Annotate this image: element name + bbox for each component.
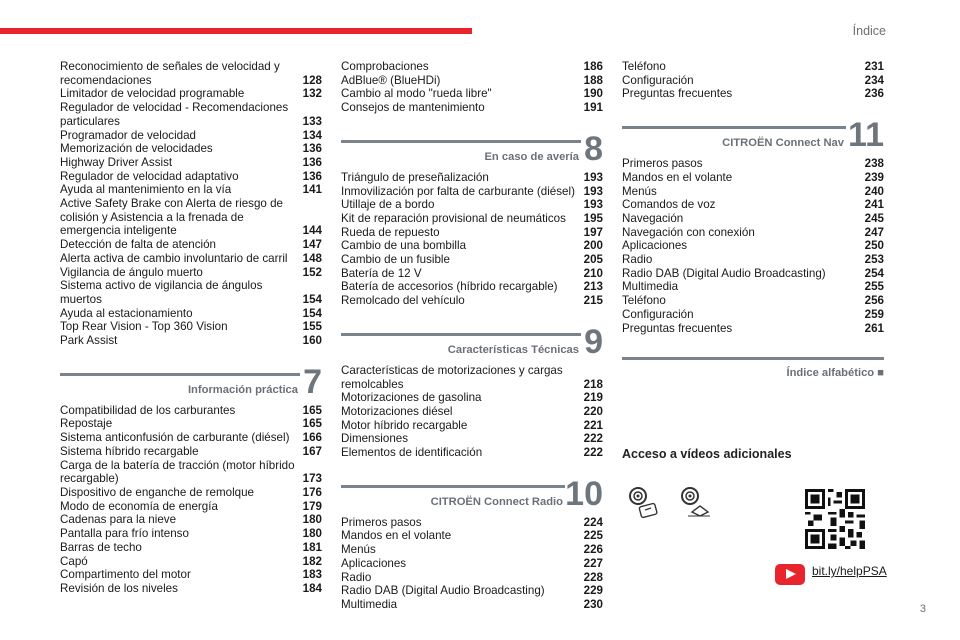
toc-entry-title: AdBlue® (BlueHDi) [341,73,441,87]
toc-entry-page: 148 [302,251,322,265]
toc-entry-page: 154 [302,292,322,306]
toc-entry-page: 167 [302,444,322,458]
toc-entry[interactable] [341,419,603,433]
toc-entry[interactable] [60,320,322,334]
toc-entry[interactable] [622,198,884,212]
toc-entry-page: 255 [864,280,884,294]
toc-entry[interactable] [341,226,603,240]
toc-entry-page: 183 [302,568,322,582]
toc-entry-title: Repostaje [60,417,113,431]
toc-entry[interactable] [60,555,322,569]
toc-entry-title: Características de motorizaciones y cargas remolcables [341,363,563,391]
toc-entry-title: Primeros pasos [622,157,703,171]
toc-entry-page: 132 [302,87,322,101]
toc-entry-title: Mandos en el volante [341,529,452,543]
toc-entry[interactable] [60,129,322,143]
toc-entry-title: Teléfono [622,60,666,73]
toc-entry-page: 253 [864,253,884,267]
toc-entry-title: Memorización de velocidades [60,142,213,156]
toc-entry-page: 190 [583,87,603,101]
toc-entry[interactable] [60,527,322,541]
toc-entry-title: Preguntas frecuentes [622,87,733,101]
toc-entry[interactable] [341,74,603,88]
toc-entry-title: Ayuda al mantenimiento en la vía [60,183,232,197]
toc-entry-title: Cambio de una bombilla [341,239,467,253]
toc-entry-title: Menús [622,184,657,198]
toc-entry[interactable] [341,391,603,405]
toc-entry[interactable] [622,308,884,322]
toc-entry-title: Consejos de mantenimiento [341,101,485,115]
toc-entry-title: Regulador de velocidad - Recomendaciones particulares [60,101,289,128]
toc-entry-title: Carga de la batería de tracción (motor híbrido recargable) [60,458,295,486]
toc-entry-page: 226 [583,543,603,557]
toc-entry-title: Configuración [622,307,694,321]
toc-entry[interactable] [60,568,322,582]
toc-entry-title: Cambio al modo "rueda libre" [341,87,492,101]
toc-entry-page: 188 [583,73,603,87]
toc-entry-page: 229 [583,584,603,598]
toc-entry-title: Cadenas para la nieve [60,513,177,527]
toc-entry-page: 230 [583,597,603,611]
toc-entry-title: Aplicaciones [341,556,407,570]
toc-list [622,157,884,335]
toc-entry[interactable] [622,74,884,88]
toc-entry-page: 221 [583,418,603,432]
toc-entry-title: Multimedia [341,597,398,611]
toc-entry-title: Modo de economía de energía [60,499,218,513]
toc-entry-title: Top Rear Vision - Top 360 Vision [60,320,228,334]
toc-entry[interactable] [60,582,322,596]
toc-entry-page: 186 [583,60,603,73]
toc-entry[interactable] [341,432,603,446]
toc-entry-page: 218 [583,377,603,391]
toc-entry[interactable] [60,60,322,87]
toc-entry[interactable] [60,101,322,128]
toc-entry-page: 234 [864,73,884,87]
toc-entry-title: Batería de accesorios (híbrido recargable) [341,280,558,294]
toc-list [60,404,322,596]
toc-entry[interactable] [341,405,603,419]
toc-entry[interactable] [622,239,884,253]
toc-entry-page: 228 [583,570,603,584]
toc-entry-title: Radio [622,253,653,267]
toc-entry-title: Cambio de un fusible [341,253,450,267]
toc-entry-page: 238 [864,157,884,171]
toc-entry[interactable] [341,239,603,253]
toc-entry-title: Navegación [622,211,684,225]
toc-entry[interactable] [341,171,603,185]
toc-entry[interactable] [341,364,603,391]
toc-entry-page: 193 [583,184,603,198]
toc-entry-page: 136 [302,169,322,183]
toc-entry-page: 182 [302,554,322,568]
toc-list [341,171,603,308]
toc-entry-page: 181 [302,540,322,554]
toc-entry[interactable] [60,142,322,156]
section-title: CITROËN Connect Radio [430,495,563,508]
section-title: En caso de avería [484,150,579,163]
toc-column-1 [60,60,322,596]
toc-entry-page: 256 [864,294,884,308]
red-header-bar [0,28,472,34]
toc-entry-page: 231 [864,60,884,73]
toc-entry[interactable] [622,267,884,281]
section-number: 9 [584,322,603,361]
toc-entry-page: 136 [302,155,322,169]
toc-entry-page: 224 [583,515,603,529]
toc-entry-title: Teléfono [622,294,666,308]
toc-entry-title: Remolcado del vehículo [341,294,465,308]
toc-entry[interactable] [622,294,884,308]
page-number: 3 [919,603,926,615]
toc-entry-page: 147 [302,238,322,252]
toc-entry[interactable] [341,87,603,101]
toc-entry-title: Menús [341,543,376,557]
toc-entry-title: Revisión de los niveles [60,581,178,595]
toc-entry-page: 152 [302,265,322,279]
toc-entry-title: Radio DAB (Digital Audio Broadcasting) [341,584,545,598]
toc-entry-page: 213 [583,280,603,294]
toc-entry-page: 165 [302,403,322,417]
help-link[interactable]: bit.ly/helpPSA [812,564,887,578]
toc-entry-page: 205 [583,253,603,267]
toc-entry-title: Elementos de identificación [341,446,483,460]
toc-entry[interactable] [60,266,322,280]
toc-entry[interactable] [341,584,603,598]
toc-entry[interactable] [341,280,603,294]
toc-entry-page: 254 [864,266,884,280]
toc-list [341,60,603,115]
toc-entry-page: 128 [302,73,322,87]
section-header-9 [341,322,603,364]
toc-entry-page: 136 [302,142,322,156]
toc-entry[interactable] [622,226,884,240]
toc-list [60,60,322,348]
section-rule [622,126,846,129]
toc-entry-page: 160 [302,334,322,348]
toc-entry[interactable] [60,417,322,431]
toc-entry[interactable] [60,170,322,184]
toc-entry[interactable] [622,280,884,294]
toc-entry-title: Triángulo de preseñalización [341,170,489,184]
toc-entry[interactable] [60,252,322,266]
toc-entry-title: Pantalla para frío intenso [60,527,189,541]
toc-entry[interactable] [622,157,884,171]
toc-entry[interactable] [60,334,322,348]
toc-entry-title: Navegación con conexión [622,225,755,239]
toc-entry-page: 179 [302,499,322,513]
toc-entry-page: 236 [864,87,884,101]
toc-entry-page: 219 [583,391,603,405]
toc-entry-page: 173 [302,472,322,486]
toc-entry-page: 222 [583,432,603,446]
toc-entry-title: Vigilancia de ángulo muerto [60,265,203,279]
toc-entry-title: Ayuda al estacionamiento [60,306,193,320]
toc-entry-title: Utillaje de a bordo [341,198,435,212]
section-rule [622,357,884,360]
toc-entry-page: 227 [583,556,603,570]
toc-entry-title: Primeros pasos [341,515,422,529]
section-number: 8 [584,129,603,168]
section-rule [341,333,581,336]
toc-entry-page: 250 [864,239,884,253]
toc-entry-title: Motorizaciones de gasolina [341,391,482,405]
wheel-cone-icon [678,486,714,520]
toc-entry-page: 195 [583,211,603,225]
toc-entry[interactable] [341,529,603,543]
toc-entry-title: Reconocimiento de señales de velocidad y recomendaciones [60,60,280,87]
toc-entry[interactable] [341,101,603,115]
toc-entry-page: 133 [302,114,322,128]
toc-entry-page: 239 [864,170,884,184]
toc-entry[interactable] [622,60,884,74]
toc-entry-title: Comprobaciones [341,60,429,73]
toc-entry[interactable] [341,267,603,281]
toc-entry-page: 247 [864,225,884,239]
toc-entry-title: Radio DAB (Digital Audio Broadcasting) [622,266,826,280]
toc-entry-page: 215 [583,294,603,308]
toc-entry-title: Sistema anticonfusión de carburante (diésel) [60,431,290,445]
toc-entry[interactable] [341,557,603,571]
toc-entry-title: Programador de velocidad [60,128,196,142]
toc-entry[interactable] [341,212,603,226]
section-number: 10 [565,474,603,513]
toc-entry[interactable] [341,598,603,612]
toc-entry[interactable] [341,185,603,199]
toc-entry[interactable] [60,197,322,238]
toc-entry-page: 191 [583,101,603,115]
toc-entry-title: Dimensiones [341,432,409,446]
toc-entry[interactable] [60,183,322,197]
toc-entry-page: 259 [864,307,884,321]
toc-entry-title: Batería de 12 V [341,266,422,280]
section-header-11 [622,115,884,157]
toc-entry[interactable] [341,60,603,74]
toc-entry-title: Dispositivo de enganche de remolque [60,485,254,499]
toc-entry-page: 197 [583,225,603,239]
toc-entry[interactable] [60,404,322,418]
toc-entry-title: Alerta activa de cambio involuntario de carril [60,251,288,265]
toc-entry-title: Kit de reparación provisional de neumáticos [341,211,566,225]
toc-entry[interactable] [60,307,322,321]
toc-entry-page: 154 [302,306,322,320]
section-rule [60,373,300,376]
alphabetical-index-header[interactable] [622,357,884,383]
toc-entry-title: Park Assist [60,334,118,348]
toc-entry[interactable] [60,445,322,459]
qr-code-icon [805,489,865,549]
toc-column-3 [622,60,884,383]
toc-entry[interactable] [622,212,884,226]
toc-list [341,516,603,612]
toc-entry-page: 222 [583,446,603,460]
section-number: 11 [848,116,884,155]
toc-entry-page: 245 [864,211,884,225]
toc-entry[interactable] [622,185,884,199]
toc-entry-title: Limitador de velocidad programable [60,87,245,101]
toc-column-2 [341,60,603,612]
toc-entry-page: 241 [864,198,884,212]
toc-entry-title: Active Safety Brake con Alerta de riesgo de colisión y Asistencia a la frenada de emergencia inteligente [60,197,283,238]
toc-entry-page: 240 [864,184,884,198]
toc-entry[interactable] [60,500,322,514]
videos-heading: Acceso a vídeos adicionales [622,447,792,461]
toc-entry[interactable] [341,198,603,212]
toc-entry-page: 134 [302,128,322,142]
section-header-7 [60,362,322,404]
toc-entry-title: Radio [341,570,372,584]
toc-entry-page: 261 [864,321,884,335]
toc-entry-title: Capó [60,554,88,568]
alphabetical-index-title: Índice alfabético ■ [786,367,884,380]
section-rule [341,485,565,488]
section-header-8 [341,129,603,171]
toc-entry-page: 176 [302,485,322,499]
section-header-10 [341,474,603,516]
toc-entry-title: Motorizaciones diésel [341,404,453,418]
toc-entry[interactable] [60,486,322,500]
wheel-tablet-icon [626,486,662,520]
toc-entry-page: 141 [302,183,322,197]
toc-entry[interactable] [341,294,603,308]
toc-list [622,60,884,101]
toc-entry-page: 184 [302,581,322,595]
toc-entry-title: Inmovilización por falta de carburante (diésel) [341,184,575,198]
toc-entry-page: 225 [583,529,603,543]
toc-entry[interactable] [60,459,322,486]
toc-entry-page: 200 [583,239,603,253]
toc-entry-page: 180 [302,527,322,541]
toc-entry[interactable] [341,253,603,267]
toc-list [341,364,603,460]
toc-entry-page: 193 [583,170,603,184]
toc-entry-page: 165 [302,417,322,431]
toc-entry-page: 220 [583,404,603,418]
section-title: CITROËN Connect Nav [722,137,844,150]
youtube-icon[interactable] [775,564,805,585]
toc-entry-title: Compartimento del motor [60,568,191,582]
toc-entry[interactable] [60,238,322,252]
toc-entry[interactable] [341,543,603,557]
toc-entry-page: 210 [583,266,603,280]
section-title: Información práctica [187,383,298,396]
toc-entry-title: Aplicaciones [622,239,688,253]
toc-entry-page: 180 [302,513,322,527]
toc-entry-title: Configuración [622,73,694,87]
toc-entry-page: 193 [583,198,603,212]
toc-entry-title: Compatibilidad de los carburantes [60,403,236,417]
toc-entry-page: 166 [302,431,322,445]
toc-entry-page: 155 [302,320,322,334]
toc-entry-title: Detección de falta de atención [60,238,216,252]
toc-entry[interactable] [60,541,322,555]
toc-entry[interactable] [341,516,603,530]
toc-entry[interactable] [341,446,603,460]
toc-entry[interactable] [622,322,884,336]
toc-entry-title: Regulador de velocidad adaptativo [60,169,239,183]
toc-entry[interactable] [60,279,322,306]
toc-entry-title: Mandos en el volante [622,170,733,184]
toc-entry-title: Multimedia [622,280,679,294]
toc-entry-title: Highway Driver Assist [60,155,173,169]
toc-entry[interactable] [60,156,322,170]
toc-entry[interactable] [622,253,884,267]
toc-entry-title: Rueda de repuesto [341,225,440,239]
section-rule [341,140,581,143]
toc-entry-title: Preguntas frecuentes [622,321,733,335]
toc-entry[interactable] [622,171,884,185]
toc-entry-title: Sistema activo de vigilancia de ángulos muertos [60,279,263,306]
toc-entry[interactable] [60,513,322,527]
toc-entry[interactable] [341,571,603,585]
toc-entry[interactable] [60,87,322,101]
toc-entry-title: Sistema híbrido recargable [60,444,199,458]
toc-entry-title: Motor híbrido recargable [341,418,468,432]
toc-entry-title: Comandos de voz [622,198,716,212]
section-title: Características Técnicas [447,343,579,356]
toc-entry-title: Barras de techo [60,540,142,554]
toc-entry-page: 144 [302,224,322,238]
section-number: 7 [303,362,322,401]
toc-entry[interactable] [622,87,884,101]
page-title: Índice [852,24,886,38]
toc-entry[interactable] [60,431,322,445]
